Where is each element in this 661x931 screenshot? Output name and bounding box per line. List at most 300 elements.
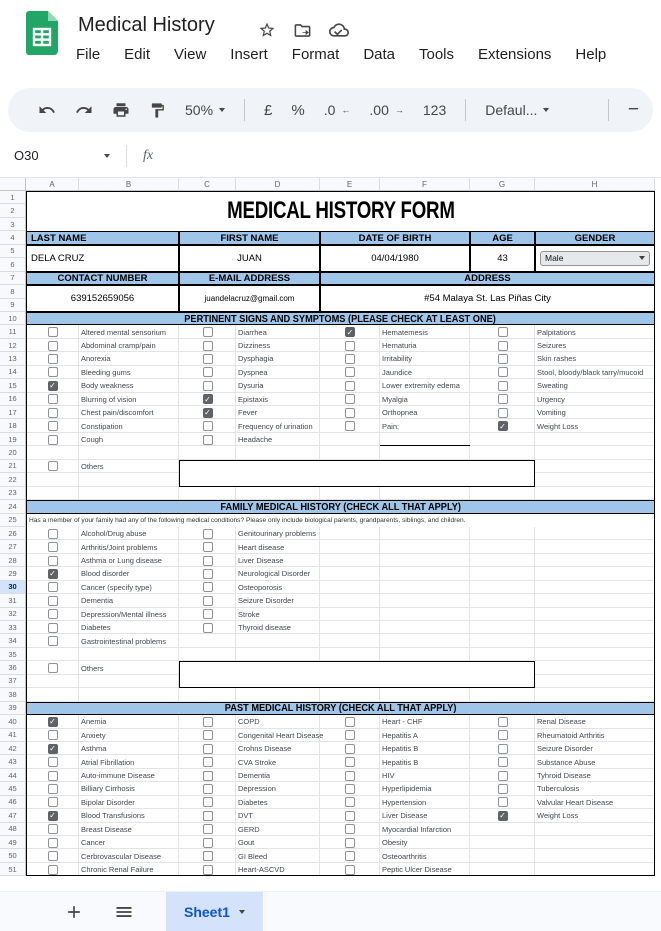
checkbox-cell[interactable] — [26, 809, 79, 822]
form-label-cell[interactable]: Bipolar Disorder — [81, 797, 135, 807]
row-header-31[interactable]: 31 — [0, 594, 26, 607]
form-label-cell[interactable]: Gastrointestinal problems — [81, 636, 167, 646]
form-label-cell[interactable]: Anorexia — [81, 354, 111, 364]
form-label-cell[interactable]: CVA Stroke — [238, 757, 277, 767]
number-format-button[interactable]: 123 — [422, 102, 447, 118]
sheet-tab-active[interactable]: Sheet1 — [166, 892, 263, 931]
checkbox-cell[interactable] — [320, 352, 380, 365]
add-sheet-icon[interactable] — [64, 902, 84, 922]
checkbox-cell[interactable] — [179, 325, 236, 338]
checkbox-cell[interactable] — [179, 406, 236, 419]
form-label-cell[interactable]: Asthma or Lung disease — [81, 556, 162, 566]
form-label-cell[interactable]: Hepatitis A — [382, 730, 418, 740]
sheets-logo-icon[interactable] — [26, 11, 58, 55]
menu-help[interactable]: Help — [575, 46, 607, 63]
last-name-value-cell[interactable]: DELA CRUZ — [26, 245, 179, 272]
checkbox-cell[interactable] — [26, 406, 79, 419]
form-label-cell[interactable]: Blood Transfusions — [81, 811, 145, 821]
document-title[interactable]: Medical History — [78, 14, 215, 36]
form-label-cell[interactable]: Cough — [81, 435, 104, 445]
checkbox-cell[interactable] — [470, 782, 535, 795]
row-header-47[interactable]: 47 — [0, 809, 26, 822]
row-header-11[interactable]: 11 — [0, 325, 26, 338]
form-label-cell[interactable]: Cerbrovascular Disease — [81, 851, 162, 861]
checkbox-cell[interactable] — [26, 823, 79, 836]
form-label-cell[interactable]: Hematuria — [382, 341, 417, 351]
formula-input[interactable] — [153, 134, 661, 177]
checkbox-cell[interactable] — [470, 325, 535, 338]
form-label-cell[interactable]: COPD — [238, 717, 260, 727]
checkbox-cell[interactable] — [179, 419, 236, 432]
font-select[interactable]: Defaul... — [485, 102, 549, 118]
checkbox-cell[interactable] — [26, 594, 79, 607]
checkbox-cell[interactable] — [26, 715, 79, 728]
checkbox-cell[interactable] — [26, 540, 79, 553]
checkbox-cell[interactable] — [470, 769, 535, 782]
checkbox-cell[interactable] — [26, 742, 79, 755]
checkbox-cell[interactable] — [26, 796, 79, 809]
menu-tools[interactable]: Tools — [419, 46, 455, 63]
form-label-cell[interactable]: Myalgia — [382, 394, 408, 404]
form-label-cell[interactable]: Liver Disease — [382, 811, 428, 821]
checkbox-cell[interactable] — [320, 755, 380, 768]
row-header-7[interactable]: 7 — [0, 272, 26, 285]
name-box[interactable] — [0, 148, 118, 163]
form-label-cell[interactable]: Tuberculosis — [537, 784, 580, 794]
redo-icon[interactable] — [75, 101, 93, 119]
form-label-cell[interactable]: Billiary Cirrhosis — [81, 784, 135, 794]
form-label-cell[interactable]: Seizure Disorder — [238, 596, 294, 606]
row-header-39[interactable]: 39 — [0, 702, 26, 715]
gender-dropdown[interactable]: Male — [540, 251, 650, 266]
checkbox-cell[interactable] — [179, 782, 236, 795]
form-label-cell[interactable]: Blurring of vision — [81, 394, 137, 404]
column-header-G[interactable]: G — [470, 178, 535, 191]
checkbox-cell[interactable] — [179, 729, 236, 742]
checkbox-cell[interactable] — [320, 742, 380, 755]
form-label-cell[interactable]: Anemia — [81, 717, 107, 727]
checkbox-cell[interactable] — [470, 809, 535, 822]
form-label-cell[interactable]: Heart disease — [238, 542, 285, 552]
checkbox-cell[interactable] — [26, 339, 79, 352]
email-value-cell[interactable]: juandelacruz@gmail.com — [179, 285, 320, 312]
row-header-24[interactable]: 24 — [0, 500, 26, 513]
form-label-cell[interactable]: Breast Disease — [81, 824, 132, 834]
row-header-33[interactable]: 33 — [0, 621, 26, 634]
checkbox-cell[interactable] — [470, 796, 535, 809]
form-label-cell[interactable]: Diabetes — [81, 623, 111, 633]
column-header-H[interactable]: H — [535, 178, 655, 191]
checkbox-cell[interactable] — [179, 863, 236, 876]
form-label-cell[interactable]: Seizure Disorder — [537, 744, 593, 754]
checkbox-cell[interactable] — [26, 325, 79, 338]
form-label-cell[interactable]: HIV — [382, 771, 395, 781]
checkbox-cell[interactable] — [320, 796, 380, 809]
row-header-18[interactable]: 18 — [0, 419, 26, 432]
checkbox-cell[interactable] — [320, 863, 380, 876]
column-header-E[interactable]: E — [320, 178, 380, 191]
age-header-cell[interactable]: AGE — [470, 231, 535, 244]
form-label-cell[interactable]: Epistaxis — [238, 394, 269, 404]
checkbox-cell[interactable] — [470, 406, 535, 419]
checkbox-cell[interactable] — [179, 621, 236, 634]
checkbox-cell[interactable] — [26, 419, 79, 432]
checkbox-cell[interactable] — [179, 755, 236, 768]
form-label-cell[interactable]: Jaundice — [382, 367, 413, 377]
checkbox-cell[interactable] — [179, 769, 236, 782]
form-label-cell[interactable]: Gout — [238, 838, 255, 848]
checkbox-cell[interactable] — [320, 419, 380, 432]
row-header-43[interactable]: 43 — [0, 755, 26, 768]
form-label-cell[interactable]: Lower extremity edema — [382, 381, 460, 391]
others-input-box[interactable] — [179, 460, 535, 487]
checkbox-cell[interactable] — [26, 608, 79, 621]
column-header-A[interactable]: A — [26, 178, 79, 191]
form-label-cell[interactable]: Congenital Heart Disease — [238, 730, 324, 740]
past-history-section-header[interactable]: PAST MEDICAL HISTORY (CHECK ALL THAT APPLY) — [26, 702, 655, 715]
form-label-cell[interactable]: Cancer (specify type) — [81, 582, 152, 592]
form-label-cell[interactable]: Liver Disease — [238, 556, 284, 566]
form-label-cell[interactable]: Osteoarthritis — [382, 851, 427, 861]
column-header-B[interactable]: B — [79, 178, 179, 191]
row-header-14[interactable]: 14 — [0, 366, 26, 379]
symptoms-section-header[interactable]: PERTINENT SIGNS AND SYMPTOMS (PLEASE CHECK AT LEAST ONE) — [26, 312, 655, 325]
form-label-cell[interactable]: Thyroid disease — [238, 623, 291, 633]
form-label-cell[interactable]: Dysuria — [238, 381, 264, 391]
checkbox-cell[interactable] — [179, 742, 236, 755]
form-label-cell[interactable]: Dizziness — [238, 341, 271, 351]
checkbox-cell[interactable] — [470, 379, 535, 392]
checkbox-cell[interactable] — [470, 755, 535, 768]
decrease-font-size-button[interactable]: − — [627, 99, 639, 120]
form-label-cell[interactable]: Skin rashes — [537, 354, 577, 364]
form-label-cell[interactable]: Diabetes — [238, 797, 268, 807]
row-header-22[interactable]: 22 — [0, 473, 26, 486]
checkbox-cell[interactable] — [320, 823, 380, 836]
checkbox-cell[interactable] — [320, 769, 380, 782]
checkbox-cell[interactable] — [320, 325, 380, 338]
checkbox-cell[interactable] — [320, 393, 380, 406]
form-label-cell[interactable]: Dyspnea — [238, 367, 268, 377]
last-name-header-cell[interactable]: LAST NAME — [26, 231, 179, 244]
move-folder-icon[interactable] — [293, 21, 312, 40]
row-header-19[interactable]: 19 — [0, 433, 26, 446]
age-value-cell[interactable]: 43 — [470, 245, 535, 272]
form-label-cell[interactable]: Depression/Mental illness — [81, 609, 167, 619]
others-label-cell[interactable]: Others — [81, 461, 104, 471]
checkbox-cell[interactable] — [470, 352, 535, 365]
row-header-1[interactable]: 1 — [0, 191, 26, 204]
form-label-cell[interactable]: Sweating — [537, 381, 568, 391]
checkbox-cell[interactable] — [26, 379, 79, 392]
row-header-2[interactable]: 2 — [0, 204, 26, 217]
checkbox-cell[interactable] — [470, 742, 535, 755]
menu-data[interactable]: Data — [363, 46, 395, 63]
checkbox-cell[interactable] — [179, 796, 236, 809]
checkbox-cell[interactable] — [470, 366, 535, 379]
form-label-cell[interactable]: Palpitations — [537, 327, 576, 337]
address-value-cell[interactable]: #54 Malaya St. Las Piñas City — [320, 285, 655, 312]
form-label-cell[interactable]: Abdominal cramp/pain — [81, 341, 156, 351]
form-label-cell[interactable]: Hepatitis B — [382, 744, 419, 754]
print-icon[interactable] — [112, 101, 130, 119]
checkbox-cell[interactable] — [26, 352, 79, 365]
row-header-5[interactable]: 5 — [0, 245, 26, 258]
checkbox-cell[interactable] — [470, 729, 535, 742]
form-label-cell[interactable]: Altered mental sensorium — [81, 327, 167, 337]
form-label-cell[interactable]: DVT — [238, 811, 253, 821]
form-label-cell[interactable]: Body weakness — [81, 381, 134, 391]
row-header-28[interactable]: 28 — [0, 554, 26, 567]
row-header-44[interactable]: 44 — [0, 769, 26, 782]
checkbox-cell[interactable] — [26, 863, 79, 876]
increase-decimal-button[interactable]: .00 → — [369, 102, 404, 118]
form-label-cell[interactable]: GI Bleed — [238, 851, 268, 861]
checkbox-cell[interactable] — [26, 621, 79, 634]
form-label-cell[interactable]: Myocardial Infarction — [382, 824, 452, 834]
percent-format-button[interactable]: % — [291, 101, 305, 119]
checkbox-cell[interactable] — [26, 755, 79, 768]
others-input-box[interactable] — [179, 661, 535, 688]
row-header-46[interactable]: 46 — [0, 796, 26, 809]
row-header-13[interactable]: 13 — [0, 352, 26, 365]
row-header-17[interactable]: 17 — [0, 406, 26, 419]
checkbox-cell[interactable] — [179, 581, 236, 594]
menu-file[interactable]: File — [76, 46, 101, 63]
dob-value-cell[interactable]: 04/04/1980 — [320, 245, 470, 272]
form-label-cell[interactable]: Headache — [238, 435, 273, 445]
checkbox-cell[interactable] — [26, 567, 79, 580]
row-header-42[interactable]: 42 — [0, 742, 26, 755]
row-header-16[interactable]: 16 — [0, 393, 26, 406]
form-label-cell[interactable]: Hyperlipidemia — [382, 784, 432, 794]
row-header-50[interactable]: 50 — [0, 849, 26, 862]
checkbox-cell[interactable] — [26, 729, 79, 742]
form-label-cell[interactable]: Weight Loss — [537, 811, 579, 821]
form-label-cell[interactable]: Crohns Disease — [238, 744, 292, 754]
zoom-control[interactable]: 50% — [185, 102, 225, 118]
row-header-48[interactable]: 48 — [0, 823, 26, 836]
checkbox-cell[interactable] — [320, 809, 380, 822]
all-sheets-menu-icon[interactable] — [114, 902, 134, 922]
row-header-9[interactable]: 9 — [0, 299, 26, 312]
checkbox-cell[interactable] — [179, 715, 236, 728]
form-label-cell[interactable]: Seizures — [537, 341, 567, 351]
checkbox-cell[interactable] — [26, 581, 79, 594]
form-label-cell[interactable]: Bleeding gums — [81, 367, 131, 377]
checkbox-cell[interactable] — [320, 729, 380, 742]
form-label-cell[interactable]: Renal Disease — [537, 717, 586, 727]
family-history-section-header[interactable]: FAMILY MEDICAL HISTORY (CHECK ALL THAT APPLY) — [26, 500, 655, 513]
row-header-37[interactable]: 37 — [0, 675, 26, 688]
first-name-value-cell[interactable]: JUAN — [179, 245, 320, 272]
form-label-cell[interactable]: Weight Loss — [537, 421, 579, 431]
menu-format[interactable]: Format — [291, 46, 340, 63]
checkbox-cell[interactable] — [470, 393, 535, 406]
undo-icon[interactable] — [38, 101, 56, 119]
form-label-cell[interactable]: Cancer — [81, 838, 106, 848]
row-header-29[interactable]: 29 — [0, 567, 26, 580]
checkbox-cell[interactable] — [320, 715, 380, 728]
form-label-cell[interactable]: Heart - CHF — [382, 717, 423, 727]
checkbox-cell[interactable] — [320, 366, 380, 379]
form-label-cell[interactable]: Anxiety — [81, 730, 106, 740]
form-label-cell[interactable]: Chest pain/discomfort — [81, 408, 154, 418]
row-header-40[interactable]: 40 — [0, 715, 26, 728]
row-header-35[interactable]: 35 — [0, 648, 26, 661]
column-header-C[interactable]: C — [179, 178, 236, 191]
row-header-3[interactable]: 3 — [0, 218, 26, 231]
checkbox-cell[interactable] — [26, 634, 79, 647]
menu-edit[interactable]: Edit — [124, 46, 151, 63]
form-label-cell[interactable]: Frequency of urination — [238, 421, 313, 431]
checkbox-cell[interactable] — [320, 379, 380, 392]
checkbox-cell[interactable] — [26, 366, 79, 379]
checkbox-cell[interactable] — [179, 849, 236, 862]
form-label-cell[interactable]: Substance Abuse — [537, 757, 596, 767]
checkbox-cell[interactable] — [470, 419, 535, 432]
form-label-cell[interactable]: Tyhroid Disease — [537, 771, 591, 781]
form-label-cell[interactable]: Hypertension — [382, 797, 427, 807]
checkbox-cell[interactable] — [26, 393, 79, 406]
row-header-41[interactable]: 41 — [0, 729, 26, 742]
form-label-cell[interactable]: Pain: — [382, 421, 400, 431]
checkbox-cell[interactable] — [26, 769, 79, 782]
checkbox-cell[interactable] — [26, 849, 79, 862]
form-label-cell[interactable]: Chronic Renal Failure — [81, 865, 154, 875]
checkbox-cell[interactable] — [179, 366, 236, 379]
form-label-cell[interactable]: Hematemesis — [382, 327, 428, 337]
form-label-cell[interactable]: Arthritis/Joint problems — [81, 542, 158, 552]
form-label-cell[interactable]: Diarrhea — [238, 327, 267, 337]
row-header-45[interactable]: 45 — [0, 782, 26, 795]
others-label-cell[interactable]: Others — [81, 663, 104, 673]
form-label-cell[interactable]: Depression — [238, 784, 276, 794]
checkbox-cell[interactable] — [179, 608, 236, 621]
form-label-cell[interactable]: Alcohol/Drug abuse — [81, 529, 147, 539]
row-header-34[interactable]: 34 — [0, 634, 26, 647]
row-header-25[interactable]: 25 — [0, 514, 26, 527]
checkbox-cell[interactable] — [179, 339, 236, 352]
checkbox-cell[interactable] — [320, 782, 380, 795]
form-label-cell[interactable]: Dysphagia — [238, 354, 274, 364]
cloud-saved-icon[interactable] — [329, 20, 349, 40]
form-title-cell[interactable]: MEDICAL HISTORY FORM — [26, 191, 655, 231]
form-label-cell[interactable]: Neurological Disorder — [238, 569, 311, 579]
column-header-F[interactable]: F — [380, 178, 470, 191]
form-label-cell[interactable]: Asthma — [81, 744, 107, 754]
menu-extensions[interactable]: Extensions — [478, 46, 552, 63]
checkbox-cell[interactable] — [26, 782, 79, 795]
form-label-cell[interactable]: Vomiting — [537, 408, 566, 418]
checkbox-cell[interactable] — [179, 433, 236, 446]
row-header-30[interactable]: 30 — [0, 581, 26, 594]
checkbox-cell[interactable] — [470, 715, 535, 728]
form-label-cell[interactable]: Genitourinary problems — [238, 529, 316, 539]
form-label-cell[interactable]: Stool, bloody/black tarry/mucoid — [537, 367, 644, 377]
menu-view[interactable]: View — [174, 46, 207, 63]
row-header-8[interactable]: 8 — [0, 285, 26, 298]
checkbox-cell[interactable] — [179, 540, 236, 553]
decrease-decimal-button[interactable]: .0 ← — [323, 102, 351, 118]
form-label-cell[interactable]: Hepatitis B — [382, 757, 419, 767]
checkbox-cell[interactable] — [26, 527, 79, 540]
form-label-cell[interactable]: Constipation — [81, 421, 123, 431]
grid-corner[interactable] — [0, 178, 26, 191]
currency-format-button[interactable]: £ — [264, 101, 273, 119]
family-history-note-cell[interactable]: Has a member of your family had any of the following medical conditions? Please only include biological parents, grandparents, siblings, and children. — [26, 514, 655, 527]
form-label-cell[interactable]: Orthopnea — [382, 408, 418, 418]
checkbox-cell[interactable] — [26, 836, 79, 849]
form-label-cell[interactable]: Osteoporosis — [238, 582, 283, 592]
checkbox-cell[interactable] — [179, 594, 236, 607]
form-label-cell[interactable]: Atrial Fibrillation — [81, 757, 135, 767]
first-name-header-cell[interactable]: FIRST NAME — [179, 231, 320, 244]
form-label-cell[interactable]: Heart-ASCVD — [238, 865, 285, 875]
pain-answer-underline[interactable] — [380, 433, 470, 446]
row-header-49[interactable]: 49 — [0, 836, 26, 849]
star-icon[interactable] — [258, 21, 276, 39]
row-header-36[interactable]: 36 — [0, 661, 26, 674]
checkbox-cell[interactable] — [320, 339, 380, 352]
checkbox-cell[interactable] — [179, 379, 236, 392]
row-header-51[interactable]: 51 — [0, 863, 26, 876]
row-header-23[interactable]: 23 — [0, 487, 26, 500]
checkbox-cell[interactable] — [26, 554, 79, 567]
paint-format-icon[interactable] — [149, 102, 166, 119]
checkbox-cell[interactable] — [179, 809, 236, 822]
form-label-cell[interactable]: Valvular Heart Disease — [537, 797, 614, 807]
column-header-D[interactable]: D — [236, 178, 320, 191]
checkbox-cell[interactable] — [320, 849, 380, 862]
form-label-cell[interactable]: GERD — [238, 824, 260, 834]
form-label-cell[interactable]: Peptic Ulcer Disease — [382, 865, 452, 875]
form-label-cell[interactable]: Dementia — [238, 771, 271, 781]
form-label-cell[interactable]: Blood disorder — [81, 569, 130, 579]
row-header-10[interactable]: 10 — [0, 312, 26, 325]
row-header-15[interactable]: 15 — [0, 379, 26, 392]
row-header-27[interactable]: 27 — [0, 540, 26, 553]
row-header-6[interactable]: 6 — [0, 258, 26, 271]
checkbox-cell[interactable] — [179, 352, 236, 365]
row-header-38[interactable]: 38 — [0, 688, 26, 701]
checkbox-cell[interactable] — [320, 836, 380, 849]
checkbox-cell[interactable] — [179, 567, 236, 580]
form-label-cell[interactable]: Auto-immune Disease — [81, 771, 155, 781]
address-header-cell[interactable]: ADDRESS — [320, 272, 655, 285]
form-label-cell[interactable]: Fever — [238, 408, 258, 418]
checkbox-cell[interactable] — [179, 823, 236, 836]
row-header-4[interactable]: 4 — [0, 231, 26, 244]
checkbox-cell[interactable] — [179, 554, 236, 567]
row-header-32[interactable]: 32 — [0, 608, 26, 621]
checkbox-cell[interactable] — [179, 393, 236, 406]
others-checkbox-cell[interactable] — [26, 460, 79, 473]
row-header-12[interactable]: 12 — [0, 339, 26, 352]
form-label-cell[interactable]: Obesity — [382, 838, 408, 848]
menu-insert[interactable]: Insert — [230, 46, 268, 63]
dob-header-cell[interactable]: DATE OF BIRTH — [320, 231, 470, 244]
row-header-26[interactable]: 26 — [0, 527, 26, 540]
form-label-cell[interactable]: Rheumatoid Arthritis — [537, 730, 605, 740]
form-label-cell[interactable]: Stroke — [238, 609, 260, 619]
checkbox-cell[interactable] — [179, 527, 236, 540]
form-label-cell[interactable]: Urgency — [537, 394, 565, 404]
checkbox-cell[interactable] — [179, 836, 236, 849]
gender-header-cell[interactable]: GENDER — [535, 231, 655, 244]
row-header-20[interactable]: 20 — [0, 446, 26, 459]
row-header-21[interactable]: 21 — [0, 460, 26, 473]
